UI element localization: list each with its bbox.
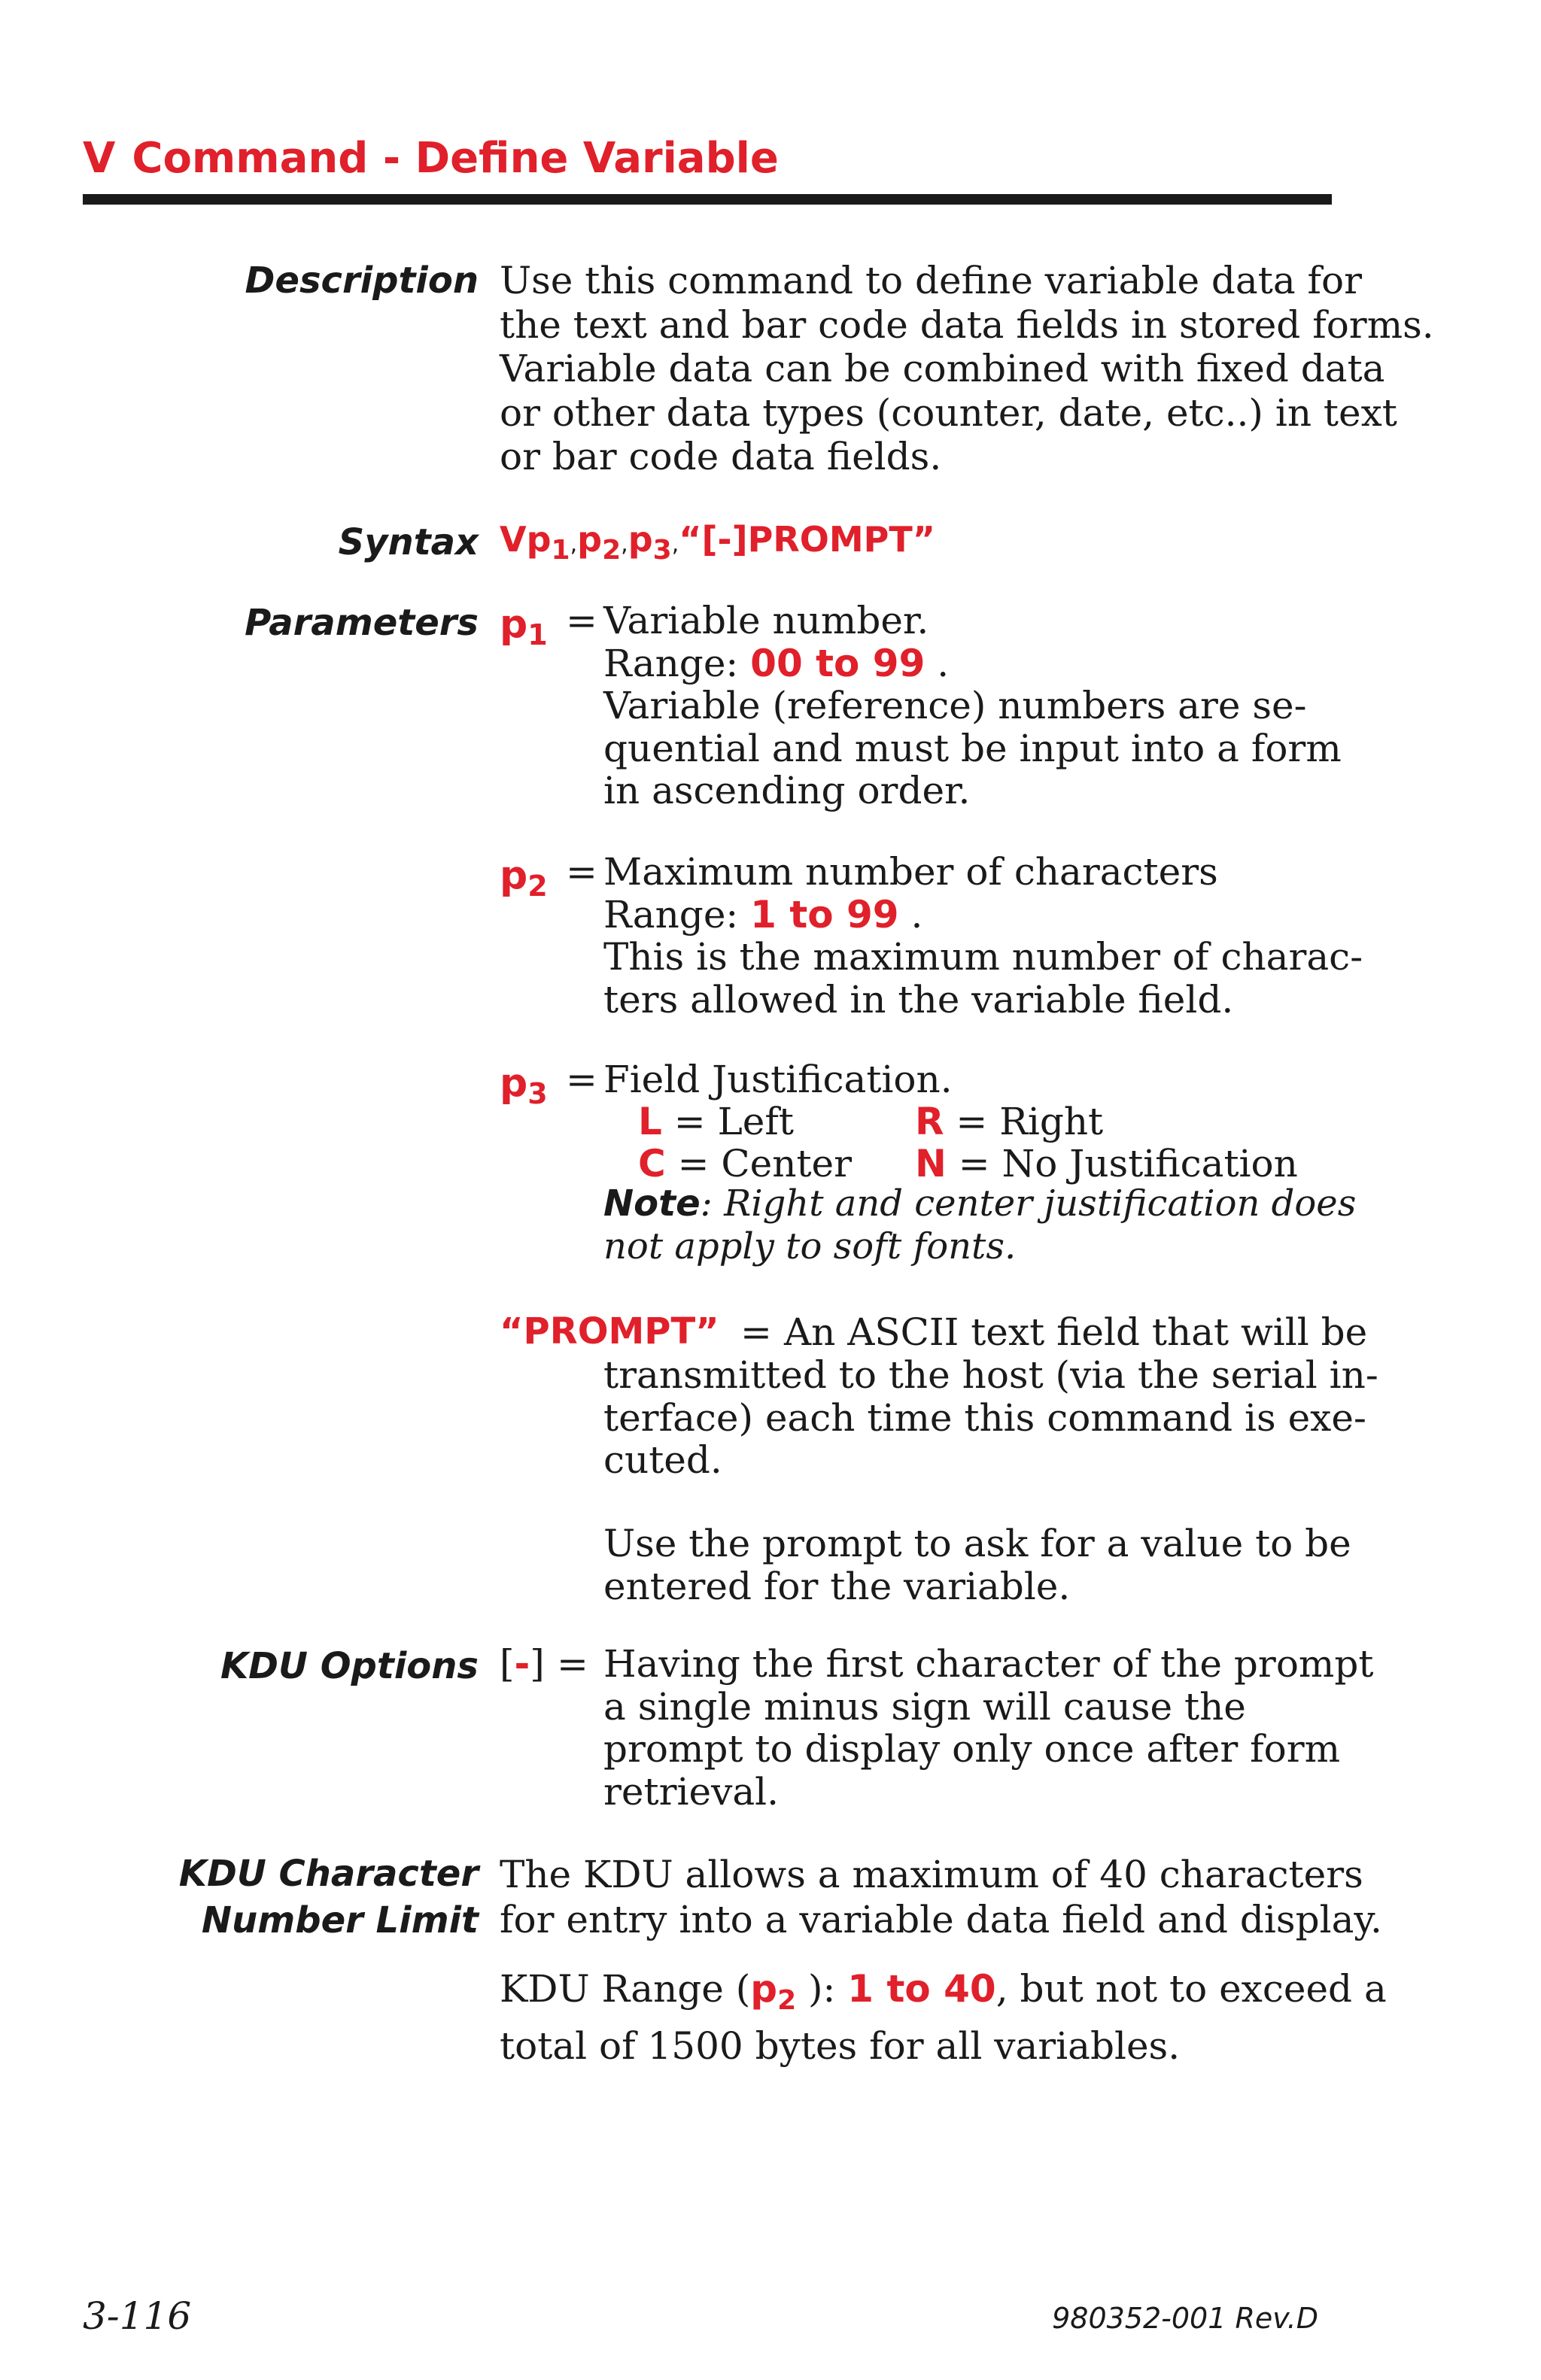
kdu-limit-label-line: KDU Character [178, 1853, 479, 1895]
param-p2-range [603, 894, 1341, 937]
param-prompt-line: entered for the variable. [603, 1564, 1071, 1608]
bracket-open: [ [500, 1642, 515, 1686]
justify-option-none [915, 1142, 1298, 1185]
kdu-options-line: retrieval. [603, 1769, 780, 1814]
equals-sign: = [566, 599, 597, 642]
syntax-comma: , [671, 531, 679, 557]
param-prompt-usage [603, 1522, 1351, 1608]
kdu-range-line: total of 1500 bytes for all variables. [500, 2024, 1181, 2068]
justify-key: N [915, 1142, 947, 1185]
justify-key: C [638, 1142, 666, 1185]
param-p2-base: p [500, 853, 528, 898]
kdu-limit-line: for entry into a variable data field and display. [500, 1898, 1382, 1941]
range-end: . [925, 641, 950, 685]
kdu-options-line: Having the first character of the prompt [603, 1642, 1374, 1686]
param-prompt-line: Use the prompt to ask for a value to be [603, 1522, 1351, 1565]
param-p1-line: Variable (reference) numbers are se- [603, 684, 1307, 728]
minus-key: - [514, 1642, 530, 1686]
kdu-limit-label [179, 1850, 479, 1944]
justify-text: = No Justification [958, 1142, 1298, 1185]
justify-key: R [915, 1100, 944, 1143]
note-text: : Right and center justification does [700, 1182, 1357, 1225]
range-end: . [898, 892, 923, 937]
param-p2-sub: 2 [527, 870, 548, 903]
param-prompt-text [603, 1353, 1378, 1483]
syntax-p2: p [577, 519, 603, 560]
page-number: 3-116 [83, 2294, 192, 2338]
note-line: not apply to soft fonts. [603, 1225, 1017, 1267]
page-header [83, 134, 779, 183]
range-value: 00 to 99 [750, 641, 926, 685]
param-p1-line: Variable number. [603, 599, 929, 642]
kdu-limit-text [500, 1852, 1382, 1942]
note-label: Note [603, 1182, 701, 1225]
description-text [500, 259, 1434, 479]
justify-text: = Left [673, 1100, 794, 1143]
param-p1 [500, 602, 548, 651]
equals-sign: = [740, 1310, 772, 1354]
syntax-string [500, 519, 935, 566]
param-p1-range [603, 642, 1341, 685]
kdu-range-text [500, 1966, 1387, 2069]
description-line: the text and bar code data fields in stored forms. [500, 302, 1434, 347]
kdu-range-line [500, 1966, 1387, 2023]
description-line: or other data types (counter, date, etc..) in text [500, 390, 1397, 435]
param-p1-line: in ascending order. [603, 769, 971, 813]
p3-note [603, 1182, 1356, 1268]
justify-text: = Center [677, 1142, 853, 1185]
kdu-options-line: a single minus sign will cause the [603, 1684, 1246, 1729]
range-label: Range: [603, 892, 751, 937]
param-prompt: “PROMPT” [500, 1310, 719, 1352]
document-id: 980352-001 Rev.D [1052, 2302, 1318, 2335]
syntax-cmd: V [500, 519, 527, 560]
param-p3-base: p [500, 1061, 528, 1106]
justify-option-center [638, 1142, 852, 1185]
bracket-close: ] [530, 1642, 545, 1686]
kdu-options-line: prompt to display only once after form [603, 1727, 1341, 1771]
kdu-range-mid: ): [796, 1967, 848, 2011]
equals-sign: = [566, 850, 597, 894]
command-letter: V [83, 134, 116, 183]
param-prompt-line: terface) each time this command is exe- [603, 1395, 1366, 1440]
param-p1-line: quential and must be input into a form [603, 726, 1342, 770]
justify-option-right [915, 1100, 1103, 1143]
syntax-comma: , [621, 531, 628, 557]
kdu-option-key [500, 1642, 545, 1686]
param-p2-text [603, 850, 1363, 1022]
header-rule [83, 194, 1332, 205]
param-prompt-line: cuted. [603, 1438, 722, 1483]
description-line: Use this command to define variable data for [500, 259, 1363, 302]
kdu-limit-label-line: Number Limit [201, 1899, 479, 1941]
kdu-range-value: 1 to 40 [847, 1967, 996, 2011]
kdu-options-text [603, 1642, 1374, 1814]
equals-sign: = [557, 1642, 588, 1686]
page-title: Command - Define Variable [132, 134, 779, 183]
syntax-comma: , [570, 531, 578, 557]
param-p2 [500, 853, 548, 903]
justify-key: L [638, 1100, 662, 1143]
param-prompt-line1: An ASCII text field that will be [784, 1310, 1368, 1354]
param-p1-sub: 1 [527, 618, 548, 651]
syntax-p1: p [526, 519, 552, 560]
param-p2-line: ters allowed in the variable field. [603, 977, 1234, 1022]
description-label: Description [245, 260, 479, 302]
syntax-label: Syntax [338, 521, 479, 563]
kdu-range-param: p [750, 1967, 778, 2011]
param-p3-line: Field Justification. [603, 1058, 953, 1101]
parameters-label: Parameters [245, 602, 479, 644]
description-line: or bar code data fields. [500, 435, 942, 478]
description-line: Variable data can be combined with fixed data [500, 347, 1385, 390]
kdu-limit-line: The KDU allows a maximum of 40 characters [500, 1853, 1363, 1896]
syntax-p3-sub: 3 [652, 535, 672, 566]
param-p2-line: Maximum number of characters [603, 850, 1218, 894]
note-line [603, 1182, 1356, 1225]
param-p3-sub: 3 [527, 1077, 548, 1110]
param-prompt-line: transmitted to the host (via the serial in- [603, 1353, 1378, 1397]
syntax-p1-sub: 1 [551, 535, 570, 566]
range-value: 1 to 99 [750, 892, 899, 937]
kdu-range-suffix: , but not to exceed a [995, 1967, 1387, 2011]
syntax-p3: p [628, 519, 653, 560]
justify-text: = Right [956, 1100, 1104, 1143]
syntax-prompt: “[-]PROMPT” [679, 519, 935, 560]
kdu-options-label: KDU Options [220, 1645, 479, 1687]
param-p3-text [603, 1058, 1341, 1101]
kdu-range-param-sub: 2 [777, 1985, 797, 2016]
equals-sign: = [566, 1058, 597, 1101]
range-label: Range: [603, 641, 751, 685]
kdu-range-prefix: KDU Range ( [500, 1967, 751, 2011]
param-p1-text [603, 600, 1341, 812]
param-p1-base: p [500, 602, 528, 647]
param-p2-line: This is the maximum number of charac- [603, 935, 1363, 979]
justify-option-left [638, 1100, 794, 1143]
param-p3 [500, 1061, 548, 1110]
syntax-p2-sub: 2 [602, 535, 622, 566]
